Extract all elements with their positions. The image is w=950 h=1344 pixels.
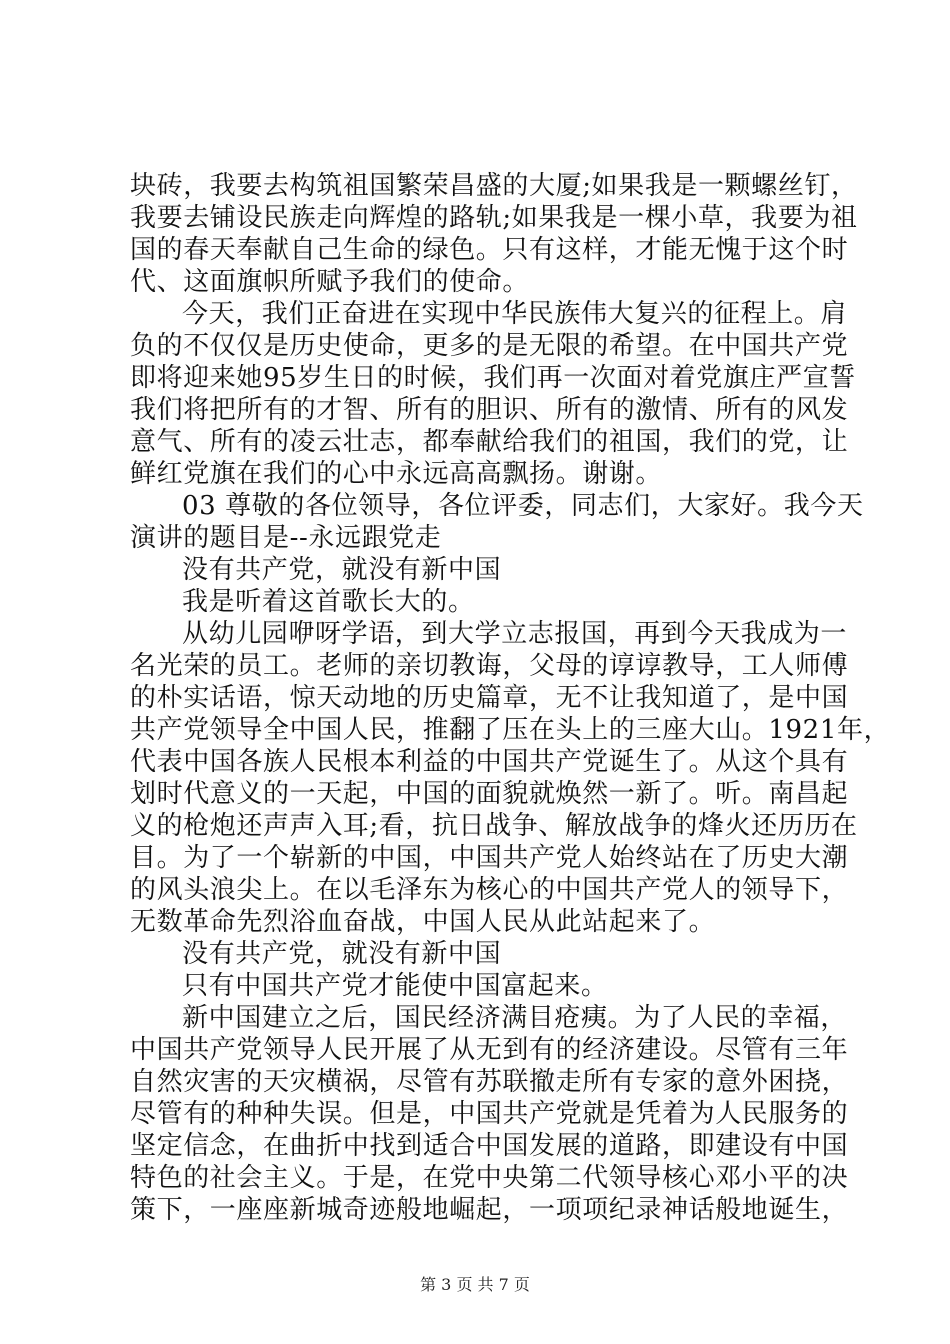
text-line: 新中国建立之后，国民经济满目疮痍。为了人民的幸福， <box>182 1003 848 1033</box>
text-line: 鲜红党旗在我们的心中永远高高飘扬。谢谢。 <box>130 459 663 489</box>
text-line: 名光荣的员工。老师的亲切教诲，父母的谆谆教导，工人师傅 <box>130 651 849 681</box>
text-line: 义的枪炮还声声入耳;看，抗日战争、解放战争的烽火还历历在 <box>130 811 858 841</box>
text-line: 划时代意义的一天起，中国的面貌就焕然一新了。听。南昌起 <box>130 779 849 809</box>
text-line: 我是听着这首歌长大的。 <box>182 587 475 617</box>
text-line: 国的春天奉献自己生命的绿色。只有这样，才能无愧于这个时 <box>130 235 849 265</box>
text-line: 意气、所有的凌云壮志，都奉献给我们的祖国，我们的党，让 <box>130 427 849 457</box>
text-line: 代、这面旗帜所赋予我们的使命。 <box>130 267 530 297</box>
text-line: 块砖，我要去构筑祖国繁荣昌盛的大厦;如果我是一颗螺丝钉， <box>130 171 858 201</box>
text-line: 的朴实话语，惊天动地的历史篇章，无不让我知道了，是中国 <box>130 683 849 713</box>
text-line: 特色的社会主义。于是，在党中央第二代领导核心邓小平的决 <box>130 1163 849 1193</box>
text-line: 没有共产党，就没有新中国 <box>182 939 502 969</box>
text-line: 代表中国各族人民根本利益的中国共产党诞生了。从这个具有 <box>130 747 849 777</box>
text-line: 我们将把所有的才智、所有的胆识、所有的激情、所有的风发 <box>130 395 849 425</box>
text-line: 自然灾害的天灾横祸，尽管有苏联撤走所有专家的意外困挠， <box>130 1067 849 1097</box>
text-line: 共产党领导全中国人民，推翻了压在头上的三座大山。1921年， <box>130 715 891 745</box>
text-line: 演讲的题目是--永远跟党走 <box>130 523 442 553</box>
text-line: 策下，一座座新城奇迹般地崛起，一项项纪录神话般地诞生， <box>130 1195 849 1225</box>
text-line: 只有中国共产党才能使中国富起来。 <box>182 971 608 1001</box>
text-line: 我要去铺设民族走向辉煌的路轨;如果我是一棵小草，我要为祖 <box>130 203 858 233</box>
page-footer: 第 3 页 共 7 页 <box>420 1275 530 1294</box>
text-line: 今天，我们正奋进在实现中华民族伟大复兴的征程上。肩 <box>182 299 848 329</box>
text-line: 03 尊敬的各位领导，各位评委，同志们，大家好。我今天 <box>182 491 864 521</box>
text-line: 无数革命先烈浴血奋战，中国人民从此站起来了。 <box>130 907 716 937</box>
text-line: 的风头浪尖上。在以毛泽东为核心的中国共产党人的领导下， <box>130 875 849 905</box>
text-line: 没有共产党，就没有新中国 <box>182 555 502 585</box>
document-body <box>130 170 891 1226</box>
text-line: 目。为了一个崭新的中国，中国共产党人始终站在了历史大潮 <box>130 843 849 873</box>
text-line: 即将迎来她95岁生日的时候，我们再一次面对着党旗庄严宣誓 <box>130 363 856 393</box>
text-line: 尽管有的种种失误。但是，中国共产党就是凭着为人民服务的 <box>130 1099 849 1129</box>
text-line: 从幼儿园咿呀学语，到大学立志报国，再到今天我成为一 <box>182 619 848 649</box>
text-line: 坚定信念，在曲折中找到适合中国发展的道路，即建设有中国 <box>130 1131 849 1161</box>
text-line: 负的不仅仅是历史使命，更多的是无限的希望。在中国共产党 <box>130 331 849 361</box>
text-line: 中国共产党领导人民开展了从无到有的经济建设。尽管有三年 <box>130 1035 849 1065</box>
